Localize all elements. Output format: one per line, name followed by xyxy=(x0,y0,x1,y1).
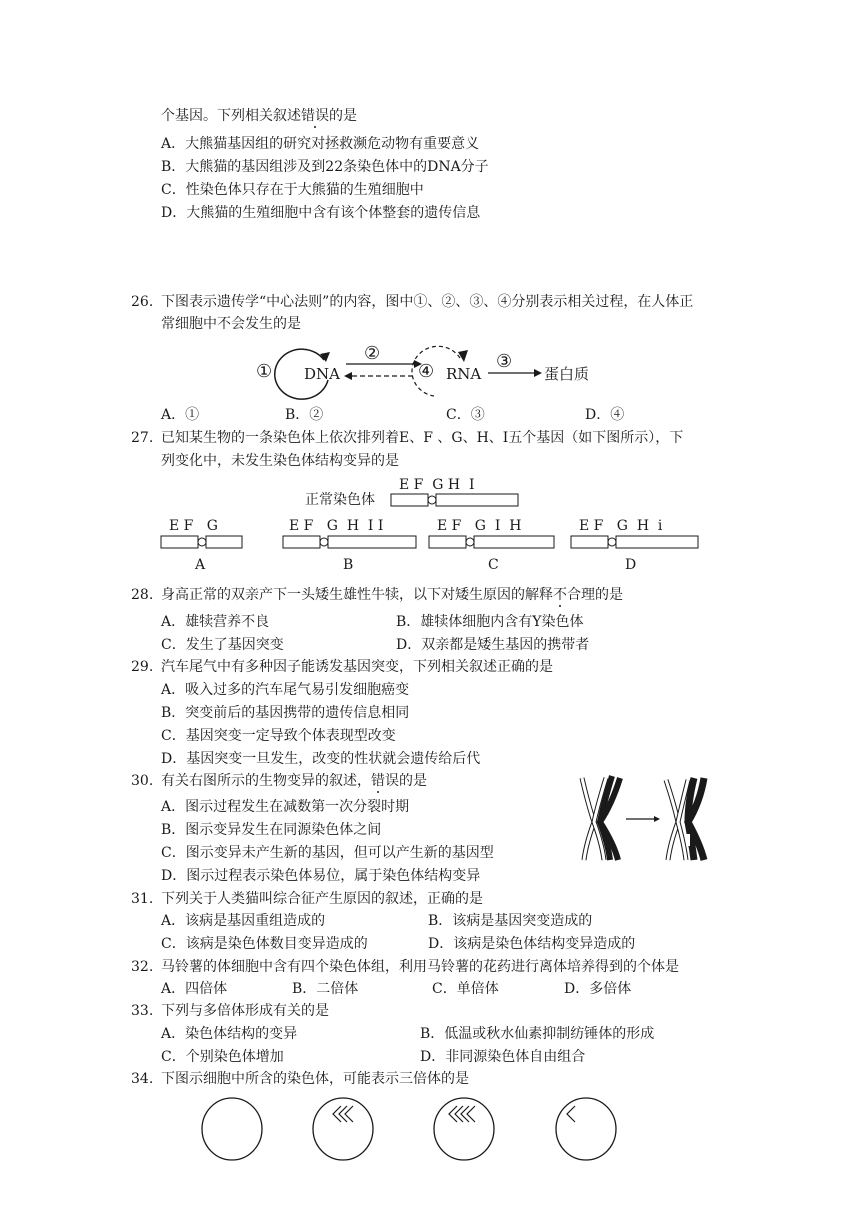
q32-option-c: C．单倍体 xyxy=(432,981,499,997)
chromosome-structure-diagram xyxy=(155,474,715,574)
q30-option-c: C．图示变异未产生新的基因，但可以产生新的基因型 xyxy=(161,845,494,861)
q34-number: 34. xyxy=(131,1071,154,1087)
central-dogma-diagram xyxy=(250,338,600,400)
q29-option-d: D．基因突变一旦发生，改变的性状就会遗传给后代 xyxy=(161,751,481,767)
q30-option-a: A．图示过程发生在减数第一次分裂时期 xyxy=(161,799,410,815)
q26-option-b: B．② xyxy=(285,407,324,423)
label-process-3: ③ xyxy=(496,351,513,372)
q31-option-b: B．该病是基因突变造成的 xyxy=(428,913,593,929)
q25-stem: 个基因。下列相关叙述错误的是 xyxy=(161,108,357,124)
q34-stem: 下图示细胞中所含的染色体，可能表示三倍体的是 xyxy=(161,1071,469,1087)
q28-option-d: D．双亲都是矮生基因的携带者 xyxy=(396,637,590,653)
q25-option-a: A．大熊猫基因组的研究对拯救濒危动物有重要意义 xyxy=(161,136,480,152)
cell-chromosome-diagram xyxy=(195,1096,695,1166)
q26-number: 26. xyxy=(131,294,154,310)
q26-option-d: D．④ xyxy=(585,407,625,423)
label-process-4: ④ xyxy=(418,361,435,382)
q30-number: 30. xyxy=(131,773,154,789)
q30-stem: 有关右图所示的生物变异的叙述，错误的是 xyxy=(161,773,427,789)
label-process-2: ② xyxy=(364,343,381,364)
normal-genes: E F G H I xyxy=(399,477,475,493)
q33-option-c: C．个别染色体增加 xyxy=(161,1049,284,1065)
label-dna: DNA xyxy=(304,365,340,383)
q29-option-c: C．基因突变一定导致个体表现型改变 xyxy=(161,728,396,744)
q25-option-d: D．大熊猫的生殖细胞中含有该个体整套的遗传信息 xyxy=(161,205,481,221)
q30-option-d: D．图示过程表示染色体易位，属于染色体结构变异 xyxy=(161,868,481,884)
chromosome-a-label: A xyxy=(195,557,206,573)
q25-emphasis: 错误 xyxy=(301,108,329,124)
q31-stem: 下列关于人类猫叫综合征产生原因的叙述，正确的是 xyxy=(161,891,483,907)
cell-b xyxy=(313,1098,373,1160)
homolog-pair-after xyxy=(666,778,704,860)
q33-option-a: A．染色体结构的变异 xyxy=(161,1026,298,1042)
q28-emphasis: 不 xyxy=(553,587,567,603)
chromosome-b-genes: E F G H I I xyxy=(289,518,384,534)
chromosome-translocation-diagram xyxy=(574,774,724,864)
q28-number: 28. xyxy=(131,587,154,603)
label-protein: 蛋白质 xyxy=(544,365,590,383)
q26-option-a: A．① xyxy=(161,407,200,423)
q31-option-c: C．该病是染色体数目变异造成的 xyxy=(161,936,368,952)
q31-number: 31. xyxy=(131,891,154,907)
chromosome-d-label: D xyxy=(625,557,637,573)
cell-c xyxy=(434,1098,494,1160)
q31-option-d: D．该病是染色体结构变异造成的 xyxy=(428,936,636,952)
q29-option-b: B．突变前后的基因携带的遗传信息相同 xyxy=(161,705,410,721)
q27-stem-line2: 列变化中，未发生染色体结构变异的是 xyxy=(161,453,399,469)
chromosome-c-genes: E F G I H xyxy=(437,518,522,534)
q31-option-a: A．该病是基因重组造成的 xyxy=(161,913,326,929)
q29-number: 29. xyxy=(131,659,154,675)
cell-d xyxy=(556,1098,616,1160)
q33-option-d: D．非同源染色体自由组合 xyxy=(420,1049,586,1065)
normal-chromosome-label: 正常染色体 xyxy=(305,492,375,508)
q32-option-b: B．二倍体 xyxy=(292,981,359,997)
q32-option-d: D．多倍体 xyxy=(564,981,632,997)
chromosome-d-genes: E F G H i xyxy=(579,518,663,534)
q32-option-a: A．四倍体 xyxy=(161,981,228,997)
q28-stem: 身高正常的双亲产下一头矮生雄性牛犊，以下对矮生原因的解释不合理的是 xyxy=(161,587,623,603)
chromosome-b-label: B xyxy=(343,557,354,573)
label-rna: RNA xyxy=(446,365,482,383)
homolog-pair-before xyxy=(582,776,620,860)
q26-stem-line1: 下图表示遗传学“中心法则”的内容，图中①、②、③、④分别表示相关过程，在人体正 xyxy=(161,294,694,310)
q30-emphasis: 错 xyxy=(371,773,385,789)
q28-option-a: A．雄犊营养不良 xyxy=(161,614,270,630)
cell-a xyxy=(202,1098,262,1160)
q27-number: 27. xyxy=(131,430,154,446)
q28-option-b: B．雄犊体细胞内含有Y染色体 xyxy=(396,614,584,630)
q26-stem-line2: 常细胞中不会发生的是 xyxy=(161,316,301,332)
q26-option-c: C．③ xyxy=(446,407,485,423)
chromosome-a-genes: E F G xyxy=(169,518,218,534)
q25-option-b: B．大熊猫的基因组涉及到22条染色体中的DNA分子 xyxy=(161,159,489,175)
q27-stem-line1: 已知某生物的一条染色体上依次排列着E、F 、G、H、I五个基因（如下图所示），下 xyxy=(161,430,684,446)
q33-stem: 下列与多倍体形成有关的是 xyxy=(161,1003,329,1019)
q33-number: 33. xyxy=(131,1003,154,1019)
q33-option-b: B．低温或秋水仙素抑制纺锤体的形成 xyxy=(420,1026,655,1042)
q29-stem: 汽车尾气中有多种因子能诱发基因突变，下列相关叙述正确的是 xyxy=(161,659,553,675)
q32-number: 32. xyxy=(131,959,154,975)
q32-stem: 马铃薯的体细胞中含有四个染色体组，利用马铃薯的花药进行离体培养得到的个体是 xyxy=(161,959,679,975)
q25-option-c: C．性染色体只存在于大熊猫的生殖细胞中 xyxy=(161,182,424,198)
chromosome-c-label: C xyxy=(488,557,499,573)
q29-option-a: A．吸入过多的汽车尾气易引发细胞癌变 xyxy=(161,682,410,698)
q30-option-b: B．图示变异发生在同源染色体之间 xyxy=(161,822,382,838)
q28-option-c: C．发生了基因突变 xyxy=(161,637,284,653)
label-process-1: ① xyxy=(256,361,273,382)
